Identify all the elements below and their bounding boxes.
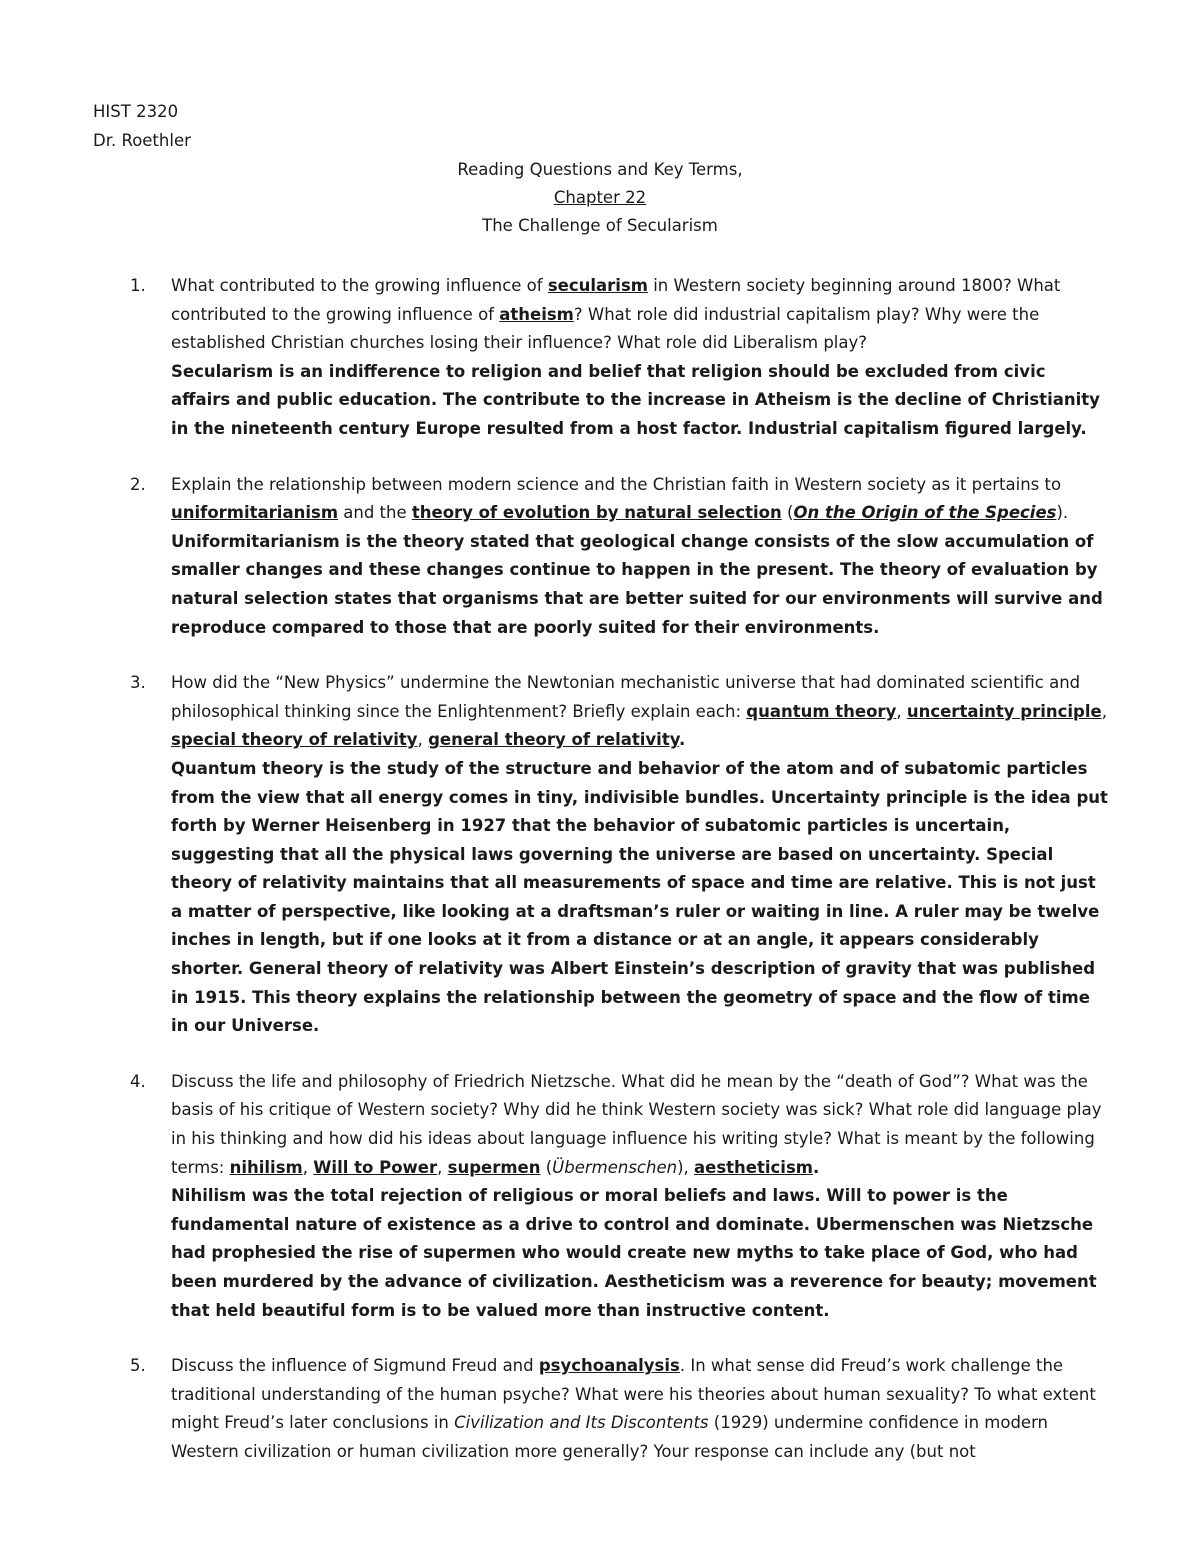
instructor-name: Dr. Roethler (93, 131, 191, 150)
question-list (130, 272, 1110, 1494)
question-text: ( (781, 503, 794, 523)
question-text: ? What role did industrial capitalism play? Why were the established Christian churches losing their influence? What role did Liberalism play? (171, 304, 1040, 353)
question-number: 2. (130, 474, 146, 494)
separator: ( (540, 1157, 553, 1177)
book-title: On the Origin of the Species (793, 503, 1057, 523)
question-item (130, 1352, 1110, 1466)
question-text: in Western society beginning around 1800? What contributed to the growing influence of (171, 276, 1061, 324)
question-text: and the (338, 503, 412, 523)
key-term: theory of evolution by natural selection (411, 503, 782, 523)
answer-text: Nihilism was the total rejection of religious or moral beliefs and laws. Will to power is the fundamental nature of existence as a drive to control and dominate. Ubermenschen was Nietzsche had prophesied the rise of supermen who would create new myths to take place of God, who had been murdered by the advance of civilization. Aestheticism was a reverence for beauty; movement that held beautiful form is to be valued more than instructive content. (171, 1186, 1097, 1320)
chapter-title: The Challenge of Secularism (482, 216, 718, 235)
question-text: Explain the relationship between modern science and the Christian faith in Western society as it pertains to (171, 474, 1062, 494)
question-text: (1929) undermine confidence in modern Western civilization or human civilization more generally? Your response can include any (but not (171, 1413, 1049, 1461)
separator: , (417, 730, 429, 750)
question-text: What contributed to the growing influence of (171, 276, 548, 295)
question-text: How did the “New Physics” undermine the Newtonian mechanistic universe that had dominated scientific and philosophical thinking since the Enlightenment? Briefly explain each: (171, 673, 1081, 721)
key-term: general theory of relativity (428, 730, 679, 750)
separator: , (437, 1157, 448, 1177)
chapter-heading (0, 188, 1200, 208)
key-term: supermen (447, 1157, 541, 1177)
separator: , (302, 1157, 314, 1177)
answer-text: Quantum theory is the study of the structure and behavior of the atom and of subatomic particles from the view that all energy comes in tiny, indivisible bundles. Uncertainty principle is the idea put forth by Werner Heisenberg in 1927 that the behavior of subatomic particles is uncertain, suggesting that all the physical laws governing the universe are based on uncertainty. Special theory of relativity maintains that all measurements of space and time are relative. This is not just a matter of perspective, like looking at a draftsman’s ruler or waiting in line. A ruler may be twelve inches in length, but if one looks at it from a distance or at an angle, it appears considerably shorter. General theory of relativity was Albert Einstein’s description of gravity that was published in 1915. This theory explains the relationship between the geometry of space and the flow of time in our Universe. (171, 758, 1108, 1036)
question-number: 3. (130, 673, 146, 693)
question-text: ). (1056, 503, 1069, 523)
key-term: aestheticism (694, 1157, 813, 1177)
answer-text: Uniformitarianism is the theory stated that geological change consists of the slow accumulation of smaller changes and these changes continue to happen in the present. The theory of evaluation by natural selection states that organisms that are better suited for our environments will survive and reproduce compared to those that are poorly suited for their environments. (171, 531, 1103, 637)
question-item (130, 471, 1110, 643)
question-text: . In what sense did Freud’s work challenge the traditional understanding of the human psyche? What were his theories about human sexuality? To what extent might Freud’s later conclusions in (171, 1356, 1096, 1433)
chapter-label: Chapter 22 (553, 188, 647, 207)
key-term: Übermenschen (552, 1157, 678, 1177)
question-number: 1. (130, 276, 146, 295)
separator: . (812, 1157, 820, 1177)
key-term: quantum theory (746, 701, 897, 721)
question-item (130, 669, 1110, 1041)
answer-text: Secularism is an indifference to religion and belief that religion should be excluded from civic affairs and public education. The contribute to the increase in Atheism is the decline of Christianity in the nineteenth century Europe resulted from a host factor. Industrial capitalism figured largely. (171, 361, 1100, 438)
document-title: Reading Questions and Key Terms, (457, 160, 743, 179)
separator: , (1101, 701, 1107, 721)
question-number: 5. (130, 1356, 146, 1376)
question-text: Discuss the influence of Sigmund Freud and (171, 1356, 539, 1376)
key-term: secularism (547, 276, 648, 295)
question-item (130, 1068, 1110, 1325)
separator: ), (677, 1157, 694, 1177)
course-code: HIST 2320 (93, 102, 179, 121)
key-term: uniformitarianism (171, 503, 339, 523)
key-term: Will to Power (313, 1157, 438, 1177)
question-number: 4. (130, 1071, 146, 1091)
key-term: special theory of relativity (171, 730, 418, 750)
key-term: nihilism (229, 1157, 303, 1177)
question-text: Discuss the life and philosophy of Friedrich Nietzsche. What did he mean by the “death of God”? What was the basis of his critique of Western society? Why did he think Western society was sick? What role did language play in his thinking and how did his ideas about language influence his writing style? What is meant by the following terms: (171, 1071, 1102, 1177)
book-title: Civilization and Its Discontents (454, 1413, 709, 1433)
separator: , (896, 701, 907, 721)
key-term: atheism (499, 304, 574, 324)
separator: . (678, 730, 686, 750)
key-term: psychoanalysis (538, 1356, 680, 1376)
key-term: uncertainty principle (906, 701, 1102, 721)
question-item (130, 272, 1110, 444)
